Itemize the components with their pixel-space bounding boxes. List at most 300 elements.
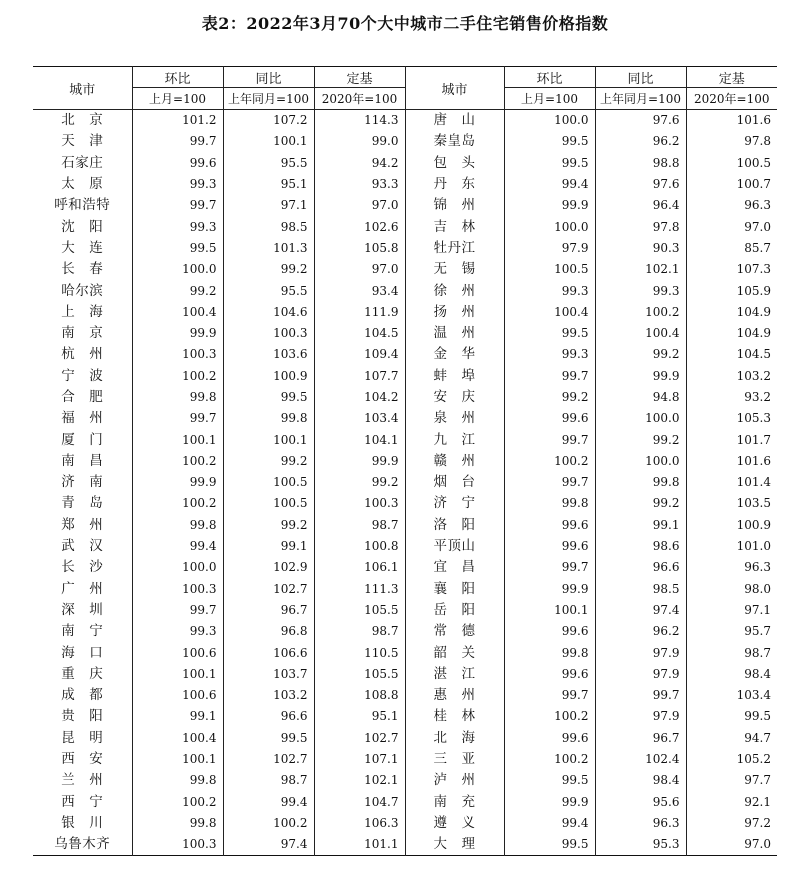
left-fixed-cell: 108.8	[314, 685, 405, 706]
right-fixed-cell: 101.6	[736, 113, 771, 128]
left-yoy-cell: 103.6	[223, 344, 314, 365]
right-yoy-cell: 95.3	[595, 834, 686, 856]
left-mom-cell: 100.3	[132, 344, 223, 365]
left-city-cell: 青 岛	[33, 493, 132, 514]
left-mom-cell: 100.1	[132, 664, 223, 685]
right-fixed-cell: 101.0	[736, 539, 771, 554]
left-city-cell: 杭 州	[33, 344, 132, 365]
left-city-cell: 银 川	[33, 813, 132, 834]
left-fixed-cell: 105.5	[314, 600, 405, 621]
left-yoy-cell: 96.7	[223, 600, 314, 621]
left-fixed-cell: 97.0	[314, 195, 405, 216]
right-fixed-cell: 104.9	[736, 326, 771, 341]
right-city-cell: 济 宁	[405, 493, 504, 514]
table-header	[33, 67, 777, 110]
right-mom-cell: 100.0	[504, 216, 595, 237]
fixed-base-left: 2020年=100	[314, 88, 405, 110]
left-fixed-cell: 97.0	[314, 259, 405, 280]
right-yoy-cell: 100.0	[595, 408, 686, 429]
right-mom-cell: 100.5	[504, 259, 595, 280]
right-fixed-cell: 107.3	[736, 262, 771, 277]
right-mom-cell: 100.2	[504, 706, 595, 727]
mom-header-right: 环比	[504, 67, 595, 88]
left-city-cell: 深 圳	[33, 600, 132, 621]
table-row	[33, 664, 777, 685]
right-mom-cell: 99.7	[504, 366, 595, 387]
right-city-cell: 平顶山	[405, 536, 504, 557]
left-yoy-cell: 97.4	[223, 834, 314, 856]
left-mom-cell: 99.7	[132, 600, 223, 621]
left-city-cell: 广 州	[33, 579, 132, 600]
city-header-right: 城市	[405, 67, 504, 110]
right-yoy-cell: 98.4	[595, 770, 686, 791]
table-row	[33, 153, 777, 174]
left-mom-cell: 99.9	[132, 323, 223, 344]
right-mom-cell: 99.5	[504, 323, 595, 344]
right-yoy-cell: 99.2	[595, 344, 686, 365]
left-city-cell: 长 春	[33, 259, 132, 280]
right-fixed-cell: 104.9	[736, 304, 771, 319]
left-yoy-cell: 100.1	[223, 429, 314, 450]
left-mom-cell: 99.1	[132, 706, 223, 727]
right-mom-cell: 99.9	[504, 195, 595, 216]
left-yoy-cell: 102.9	[223, 557, 314, 578]
left-mom-cell: 100.4	[132, 302, 223, 323]
right-city-cell: 牡丹江	[405, 238, 504, 259]
right-mom-cell: 99.5	[504, 153, 595, 174]
right-mom-cell: 100.2	[504, 451, 595, 472]
right-yoy-cell: 96.3	[595, 813, 686, 834]
right-city-cell: 韶 关	[405, 642, 504, 663]
city-header-left: 城市	[33, 67, 132, 110]
left-city-cell: 南 宁	[33, 621, 132, 642]
left-fixed-cell: 100.8	[314, 536, 405, 557]
right-mom-cell: 99.5	[504, 131, 595, 152]
left-city-cell: 大 连	[33, 238, 132, 259]
fixed-header-right: 定基	[686, 67, 777, 88]
price-index-table-wrapper	[33, 66, 771, 856]
right-fixed-cell: 100.9	[736, 517, 771, 532]
left-fixed-cell: 98.7	[314, 621, 405, 642]
left-city-cell: 成 都	[33, 685, 132, 706]
table-row	[33, 706, 777, 727]
right-yoy-cell: 99.8	[595, 472, 686, 493]
right-yoy-cell: 97.4	[595, 600, 686, 621]
left-mom-cell: 99.3	[132, 216, 223, 237]
right-mom-cell: 99.6	[504, 664, 595, 685]
left-mom-cell: 99.8	[132, 813, 223, 834]
left-yoy-cell: 99.2	[223, 451, 314, 472]
left-yoy-cell: 99.4	[223, 792, 314, 813]
right-city-cell: 无 锡	[405, 259, 504, 280]
left-fixed-cell: 94.2	[314, 153, 405, 174]
left-mom-cell: 100.6	[132, 642, 223, 663]
left-yoy-cell: 97.1	[223, 195, 314, 216]
right-mom-cell: 99.6	[504, 536, 595, 557]
right-city-cell: 遵 义	[405, 813, 504, 834]
left-fixed-cell: 99.0	[314, 131, 405, 152]
left-yoy-cell: 95.5	[223, 153, 314, 174]
left-yoy-cell: 100.1	[223, 131, 314, 152]
left-city-cell: 福 州	[33, 408, 132, 429]
table-body	[33, 110, 777, 856]
right-city-cell: 襄 阳	[405, 579, 504, 600]
right-yoy-cell: 97.9	[595, 642, 686, 663]
right-yoy-cell: 99.7	[595, 685, 686, 706]
right-yoy-cell: 98.6	[595, 536, 686, 557]
table-row	[33, 323, 777, 344]
left-city-cell: 长 沙	[33, 557, 132, 578]
left-yoy-cell: 96.8	[223, 621, 314, 642]
left-mom-cell: 100.0	[132, 259, 223, 280]
left-fixed-cell: 106.1	[314, 557, 405, 578]
right-fixed-cell: 101.6	[736, 453, 771, 468]
right-city-cell: 锦 州	[405, 195, 504, 216]
left-mom-cell: 99.7	[132, 408, 223, 429]
right-mom-cell: 99.3	[504, 344, 595, 365]
fixed-base-right: 2020年=100	[686, 88, 777, 110]
right-yoy-cell: 97.6	[595, 110, 686, 132]
right-mom-cell: 99.2	[504, 387, 595, 408]
yoy-base-right: 上年同月=100	[595, 88, 686, 110]
left-yoy-cell: 102.7	[223, 579, 314, 600]
right-fixed-cell: 94.7	[744, 730, 771, 745]
left-yoy-cell: 103.7	[223, 664, 314, 685]
yoy-base-left: 上年同月=100	[223, 88, 314, 110]
left-fixed-cell: 104.5	[314, 323, 405, 344]
left-city-cell: 太 原	[33, 174, 132, 195]
left-mom-cell: 99.2	[132, 280, 223, 301]
right-city-cell: 南 充	[405, 792, 504, 813]
table-row	[33, 451, 777, 472]
left-mom-cell: 99.8	[132, 770, 223, 791]
left-city-cell: 乌鲁木齐	[33, 834, 132, 856]
right-city-cell: 蚌 埠	[405, 366, 504, 387]
right-city-cell: 桂 林	[405, 706, 504, 727]
right-mom-cell: 99.5	[504, 770, 595, 791]
right-city-cell: 金 华	[405, 344, 504, 365]
left-yoy-cell: 100.5	[223, 493, 314, 514]
left-fixed-cell: 100.3	[314, 493, 405, 514]
left-fixed-cell: 99.9	[314, 451, 405, 472]
right-fixed-cell: 104.5	[736, 347, 771, 362]
left-yoy-cell: 98.5	[223, 216, 314, 237]
left-city-cell: 南 京	[33, 323, 132, 344]
left-fixed-cell: 103.4	[314, 408, 405, 429]
table-row	[33, 621, 777, 642]
table-row	[33, 195, 777, 216]
left-yoy-cell: 103.2	[223, 685, 314, 706]
left-mom-cell: 99.8	[132, 515, 223, 536]
right-fixed-cell: 93.2	[744, 390, 771, 404]
right-fixed-cell: 98.0	[744, 581, 771, 596]
left-mom-cell: 100.2	[132, 792, 223, 813]
right-mom-cell: 99.6	[504, 515, 595, 536]
right-city-cell: 惠 州	[405, 685, 504, 706]
right-yoy-cell: 97.6	[595, 174, 686, 195]
right-mom-cell: 99.7	[504, 685, 595, 706]
right-yoy-cell: 96.4	[595, 195, 686, 216]
right-mom-cell: 100.2	[504, 749, 595, 770]
right-city-cell: 三 亚	[405, 749, 504, 770]
left-city-cell: 重 庆	[33, 664, 132, 685]
left-mom-cell: 99.3	[132, 621, 223, 642]
left-city-cell: 北 京	[33, 110, 132, 132]
left-city-cell: 西 安	[33, 749, 132, 770]
right-yoy-cell: 95.6	[595, 792, 686, 813]
right-fixed-cell: 105.9	[736, 283, 771, 298]
left-fixed-cell: 102.1	[314, 770, 405, 791]
table-row	[33, 685, 777, 706]
left-yoy-cell: 107.2	[223, 110, 314, 132]
left-fixed-cell: 105.8	[314, 238, 405, 259]
table-row	[33, 344, 777, 365]
right-yoy-cell: 97.9	[595, 706, 686, 727]
table-row	[33, 216, 777, 237]
right-mom-cell: 99.7	[504, 557, 595, 578]
left-mom-cell: 100.1	[132, 749, 223, 770]
left-city-cell: 武 汉	[33, 536, 132, 557]
right-fixed-cell: 103.5	[736, 496, 771, 511]
right-yoy-cell: 100.2	[595, 302, 686, 323]
yoy-header-left: 同比	[223, 67, 314, 88]
left-mom-cell: 100.4	[132, 728, 223, 749]
left-city-cell: 沈 阳	[33, 216, 132, 237]
right-fixed-cell: 105.2	[736, 752, 771, 767]
left-fixed-cell: 93.4	[314, 280, 405, 301]
left-city-cell: 济 南	[33, 472, 132, 493]
table-row	[33, 642, 777, 663]
table-row	[33, 238, 777, 259]
right-fixed-cell: 101.7	[736, 432, 771, 447]
left-yoy-cell: 99.1	[223, 536, 314, 557]
right-city-cell: 宜 昌	[405, 557, 504, 578]
left-mom-cell: 100.3	[132, 579, 223, 600]
left-fixed-cell: 106.3	[314, 813, 405, 834]
left-mom-cell: 100.2	[132, 366, 223, 387]
right-yoy-cell: 99.3	[595, 280, 686, 301]
right-fixed-cell: 97.1	[744, 602, 771, 617]
right-city-cell: 常 德	[405, 621, 504, 642]
right-mom-cell: 99.5	[504, 834, 595, 856]
left-fixed-cell: 93.3	[314, 174, 405, 195]
left-fixed-cell: 98.7	[314, 515, 405, 536]
left-mom-cell: 100.2	[132, 451, 223, 472]
left-fixed-cell: 104.1	[314, 429, 405, 450]
left-mom-cell: 99.3	[132, 174, 223, 195]
left-yoy-cell: 99.8	[223, 408, 314, 429]
right-mom-cell: 99.9	[504, 579, 595, 600]
right-fixed-cell: 105.3	[736, 411, 771, 426]
right-fixed-cell: 99.5	[744, 709, 771, 724]
left-yoy-cell: 100.2	[223, 813, 314, 834]
right-yoy-cell: 96.6	[595, 557, 686, 578]
right-city-cell: 洛 阳	[405, 515, 504, 536]
right-fixed-cell: 97.2	[744, 815, 771, 830]
right-fixed-cell: 95.7	[744, 624, 771, 639]
left-city-cell: 昆 明	[33, 728, 132, 749]
table-row	[33, 536, 777, 557]
left-yoy-cell: 100.9	[223, 366, 314, 387]
right-fixed-cell: 92.1	[744, 794, 771, 809]
table-row	[33, 302, 777, 323]
right-fixed-cell: 97.7	[744, 773, 771, 788]
left-city-cell: 郑 州	[33, 515, 132, 536]
left-yoy-cell: 106.6	[223, 642, 314, 663]
right-mom-cell: 99.8	[504, 642, 595, 663]
right-yoy-cell: 96.2	[595, 131, 686, 152]
left-city-cell: 宁 波	[33, 366, 132, 387]
right-mom-cell: 100.4	[504, 302, 595, 323]
left-mom-cell: 100.1	[132, 429, 223, 450]
right-yoy-cell: 98.5	[595, 579, 686, 600]
table-row	[33, 174, 777, 195]
right-yoy-cell: 100.0	[595, 451, 686, 472]
right-fixed-cell: 97.8	[744, 134, 771, 149]
left-city-cell: 合 肥	[33, 387, 132, 408]
right-yoy-cell: 102.4	[595, 749, 686, 770]
right-city-cell: 唐 山	[405, 110, 504, 132]
right-mom-cell: 100.0	[504, 110, 595, 132]
left-mom-cell: 100.3	[132, 834, 223, 856]
yoy-header-right: 同比	[595, 67, 686, 88]
table-row	[33, 600, 777, 621]
left-yoy-cell: 99.5	[223, 728, 314, 749]
table-row	[33, 770, 777, 791]
right-mom-cell: 100.1	[504, 600, 595, 621]
right-yoy-cell: 90.3	[595, 238, 686, 259]
table-row	[33, 834, 777, 856]
right-yoy-cell: 100.4	[595, 323, 686, 344]
table-row	[33, 515, 777, 536]
right-yoy-cell: 99.1	[595, 515, 686, 536]
right-yoy-cell: 94.8	[595, 387, 686, 408]
left-yoy-cell: 104.6	[223, 302, 314, 323]
table-row	[33, 429, 777, 450]
right-city-cell: 大 理	[405, 834, 504, 856]
left-mom-cell: 100.6	[132, 685, 223, 706]
left-mom-cell: 100.2	[132, 493, 223, 514]
left-yoy-cell: 100.3	[223, 323, 314, 344]
right-fixed-cell: 97.0	[744, 219, 771, 234]
right-mom-cell: 99.6	[504, 728, 595, 749]
left-fixed-cell: 95.1	[314, 706, 405, 727]
left-mom-cell: 99.4	[132, 536, 223, 557]
left-mom-cell: 99.5	[132, 238, 223, 259]
mom-base-right: 上月=100	[504, 88, 595, 110]
right-city-cell: 吉 林	[405, 216, 504, 237]
right-fixed-cell: 103.2	[736, 368, 771, 383]
right-city-cell: 烟 台	[405, 472, 504, 493]
left-yoy-cell: 101.3	[223, 238, 314, 259]
left-fixed-cell: 101.1	[314, 834, 405, 856]
table-row	[33, 792, 777, 813]
right-city-cell: 泉 州	[405, 408, 504, 429]
left-yoy-cell: 96.6	[223, 706, 314, 727]
left-fixed-cell: 102.6	[314, 216, 405, 237]
right-city-cell: 湛 江	[405, 664, 504, 685]
right-yoy-cell: 102.1	[595, 259, 686, 280]
right-fixed-cell: 100.5	[736, 155, 771, 170]
right-yoy-cell: 96.7	[595, 728, 686, 749]
right-city-cell: 包 头	[405, 153, 504, 174]
right-city-cell: 北 海	[405, 728, 504, 749]
mom-base-left: 上月=100	[132, 88, 223, 110]
left-yoy-cell: 95.5	[223, 280, 314, 301]
left-fixed-cell: 107.7	[314, 366, 405, 387]
right-yoy-cell: 99.2	[595, 429, 686, 450]
right-city-cell: 安 庆	[405, 387, 504, 408]
left-fixed-cell: 111.3	[314, 579, 405, 600]
right-fixed-cell: 103.4	[736, 688, 771, 703]
right-mom-cell: 99.7	[504, 472, 595, 493]
table-row	[33, 472, 777, 493]
table-row	[33, 493, 777, 514]
right-city-cell: 赣 州	[405, 451, 504, 472]
right-fixed-cell: 101.4	[736, 475, 771, 490]
left-city-cell: 厦 门	[33, 429, 132, 450]
left-yoy-cell: 99.2	[223, 515, 314, 536]
right-mom-cell: 99.3	[504, 280, 595, 301]
left-fixed-cell: 104.2	[314, 387, 405, 408]
right-city-cell: 丹 东	[405, 174, 504, 195]
right-yoy-cell: 98.8	[595, 153, 686, 174]
left-city-cell: 贵 阳	[33, 706, 132, 727]
right-fixed-cell: 100.7	[736, 177, 771, 192]
left-city-cell: 海 口	[33, 642, 132, 663]
right-mom-cell: 99.9	[504, 792, 595, 813]
right-mom-cell: 99.4	[504, 174, 595, 195]
right-mom-cell: 99.6	[504, 408, 595, 429]
right-city-cell: 岳 阳	[405, 600, 504, 621]
left-fixed-cell: 114.3	[314, 110, 405, 132]
left-city-cell: 南 昌	[33, 451, 132, 472]
right-city-cell: 秦皇岛	[405, 131, 504, 152]
mom-header-left: 环比	[132, 67, 223, 88]
left-mom-cell: 100.0	[132, 557, 223, 578]
left-fixed-cell: 99.2	[314, 472, 405, 493]
left-city-cell: 哈尔滨	[33, 280, 132, 301]
table-row	[33, 813, 777, 834]
right-mom-cell: 99.4	[504, 813, 595, 834]
left-mom-cell: 99.7	[132, 195, 223, 216]
left-city-cell: 西 宁	[33, 792, 132, 813]
left-mom-cell: 99.7	[132, 131, 223, 152]
right-fixed-cell: 85.7	[744, 240, 771, 255]
left-yoy-cell: 99.5	[223, 387, 314, 408]
left-fixed-cell: 109.4	[314, 344, 405, 365]
table-row	[33, 579, 777, 600]
left-fixed-cell: 102.7	[314, 728, 405, 749]
right-mom-cell: 99.6	[504, 621, 595, 642]
left-fixed-cell: 110.5	[314, 642, 405, 663]
left-city-cell: 上 海	[33, 302, 132, 323]
left-fixed-cell: 111.9	[314, 302, 405, 323]
table-row	[33, 110, 777, 132]
left-city-cell: 呼和浩特	[33, 195, 132, 216]
table-title: 表2：2022年3月70个大中城市二手住宅销售价格指数	[201, 14, 609, 33]
right-fixed-cell: 98.4	[744, 666, 771, 681]
right-yoy-cell: 97.8	[595, 216, 686, 237]
right-mom-cell: 97.9	[504, 238, 595, 259]
left-fixed-cell: 104.7	[314, 792, 405, 813]
left-yoy-cell: 95.1	[223, 174, 314, 195]
right-yoy-cell: 99.9	[595, 366, 686, 387]
right-city-cell: 泸 州	[405, 770, 504, 791]
left-yoy-cell: 98.7	[223, 770, 314, 791]
left-yoy-cell: 100.5	[223, 472, 314, 493]
table-row	[33, 259, 777, 280]
